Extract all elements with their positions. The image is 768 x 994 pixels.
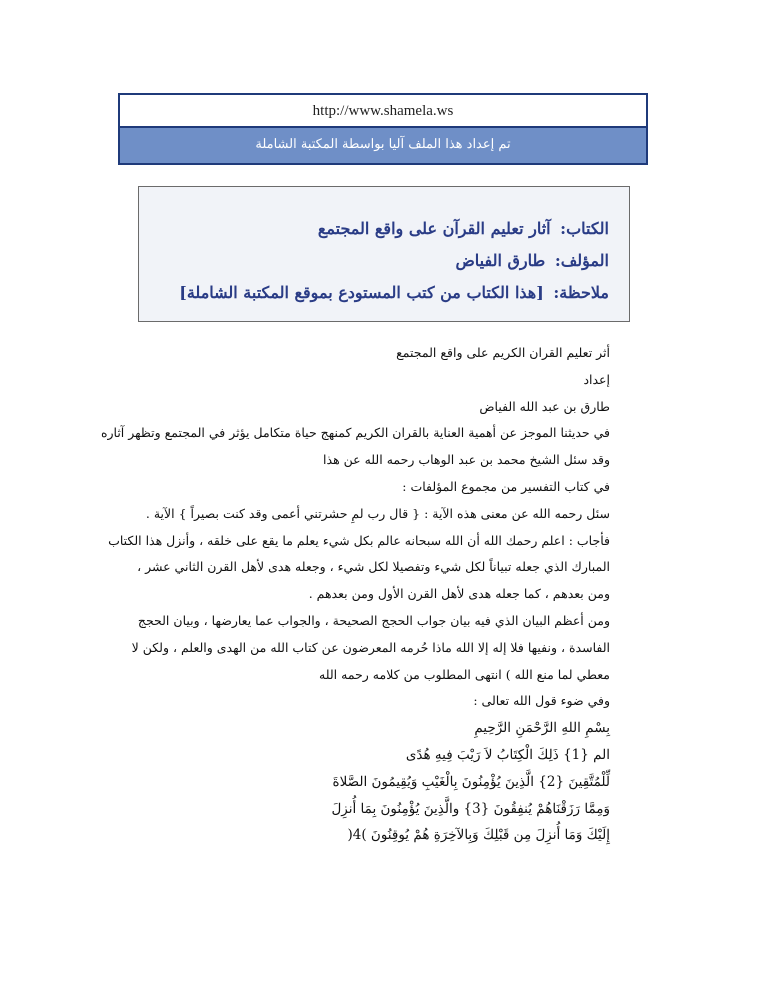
paragraph-line: في كتاب التفسير من مجموع المؤلفات : <box>402 478 610 494</box>
verse-line: لِّلْمُتَّقِينَ {2} الَّذِينَ يُؤْمِنُونَ بِالْغَيْبِ وَيُقِيمُونَ الصَّلاةَ <box>332 773 610 790</box>
paragraph-line: ومن أعظم البيان الذي فيه بيان جواب الحجج الصحيحة ، والجواب عما يعارضها ، وبيان الحجج <box>137 612 610 628</box>
paragraph-line: سئل رحمه الله عن معنى هذه الآية : { قال رب لمِ حشرتني أعمى وقد كنت بصيراً } الآية . <box>145 505 610 521</box>
article-title: أثر تعليم القران الكريم على واقع المجتمع <box>396 345 610 360</box>
paragraph-line: وقد سئل الشيخ محمد بن عبد الوهاب رحمه الله عن هذا <box>323 452 610 468</box>
author-line <box>139 245 609 277</box>
verse-line: الم {1} ذَلِكَ الْكِتَابُ لاَ رَيْبَ فِيهِ هُدًى <box>405 746 610 763</box>
book-label: الكتاب: <box>560 219 609 238</box>
basmala: بِسْمِ اللهِ الرَّحْمَنِ الرَّحِيمِ <box>474 720 610 737</box>
paragraph-line: في حديثنا الموجز عن أهمية العناية بالقران الكريم كمنهج حياة متكامل يؤثر في المجتمع وتظهر آثاره <box>100 425 610 441</box>
note-line <box>139 277 609 309</box>
shamela-header <box>118 93 648 165</box>
document-body <box>100 340 610 849</box>
author-name: طارق الفياض <box>455 251 546 270</box>
auto-generated-note: تم إعداد هذا الملف آليا بواسطة المكتبة الشاملة <box>120 128 646 163</box>
paragraph-line: المبارك الذي جعله تبياناً لكل شيء وتفصيلا لكل شيء ، وجعله هدى لأهل القرن الثاني عشر ، <box>137 559 610 575</box>
note-label: ملاحظة: <box>553 283 609 302</box>
paragraph-line: معطي لما منع الله ) انتهى المطلوب من كلامه رحمه الله <box>319 666 610 682</box>
book-info-box <box>138 186 630 322</box>
paragraph-line: الفاسدة ، ونفيها فلا إله إلا الله ماذا حُرمه المعرضون عن كتاب الله من الهدى والعلم ، ولكن لا <box>131 639 610 655</box>
verse-line: وَمِمَّا رَزَقْنَاهُمْ يُنفِقُونَ {3} والَّذِينَ يُؤْمِنُونَ بِمَا أُنزِلَ <box>331 800 610 817</box>
paragraph-line: فأجاب : اعلم رحمك الله أن الله سبحانه عالم بكل شيء يعلم ما يقع على خلقه ، وأنزل هذا الكتاب <box>108 532 610 548</box>
article-author: طارق بن عبد الله الفياض <box>479 398 610 414</box>
verse-line: إِلَيْكَ وَمَا أُنزِلَ مِن قَبْلِكَ وَبِالآخِرَةِ هُمْ يُوقِنُونَ )4( <box>347 827 610 844</box>
site-url[interactable]: http://www.shamela.ws <box>120 95 646 128</box>
book-title-line <box>139 213 609 245</box>
paragraph-line: وفي ضوء قول الله تعالى : <box>473 693 610 709</box>
note-text: [هذا الكتاب من كتب المستودع بموقع المكتبة الشاملة] <box>179 283 544 302</box>
author-label: المؤلف: <box>554 251 609 270</box>
book-title: آثار تعليم القرآن على واقع المجتمع <box>317 219 551 238</box>
paragraph-line: ومن بعدهم ، كما جعله هدى لأهل القرن الأول ومن بعدهم . <box>308 586 610 602</box>
prepared-by-label: إعداد <box>583 371 610 387</box>
